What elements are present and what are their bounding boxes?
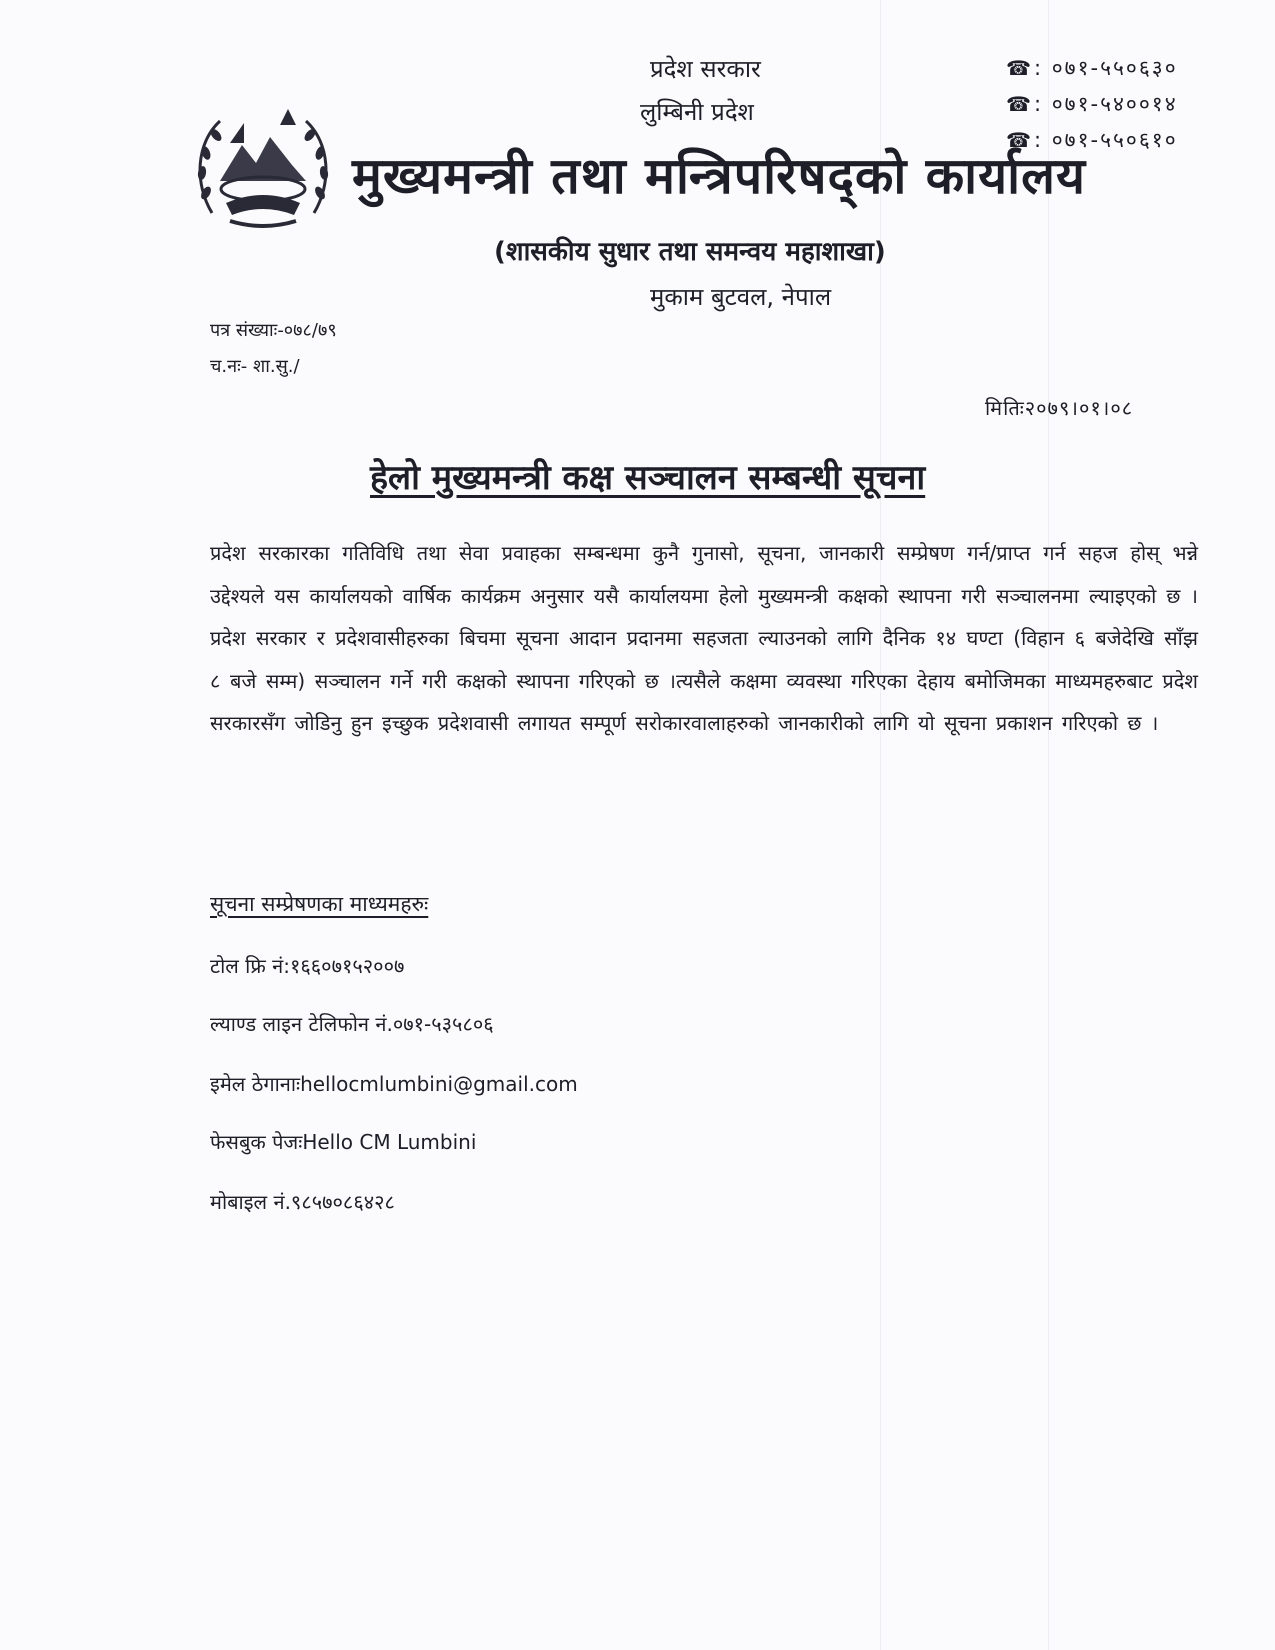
channels-heading: सूचना सम्प्रेषणका माध्यमहरुः xyxy=(210,892,429,916)
phone-number: : ०७१-५४००१४ xyxy=(1034,92,1178,116)
letter-number: पत्र संख्याः-०७८/७९ xyxy=(210,320,337,341)
phone-line xyxy=(1006,86,1178,122)
reference-block xyxy=(210,313,337,385)
division-label: (शासकीय सुधार तथा समन्वय महाशाखा) xyxy=(494,237,886,267)
phone-number: : ०७१-५५०६३० xyxy=(1034,56,1178,80)
channel-mobile: मोबाइल नं.९८५७०८६४२८ xyxy=(210,1190,395,1214)
letter-date: मितिः२०७९।०१।०८ xyxy=(985,396,1134,420)
notice-subject: हेलो मुख्यमन्त्री कक्ष सञ्चालन सम्बन्धी सूचना xyxy=(370,458,926,498)
channel-email: इमेल ठेगानाःhellocmlumbini@gmail.com xyxy=(210,1072,578,1096)
notice-body: प्रदेश सरकारका गतिविधि तथा सेवा प्रवाहका सम्बन्धमा कुनै गुनासो, सूचना, जानकारी सम्प्रेषण गर्न/प्राप्त गर्न सहज होस् भन्ने उद्देश्यले यस कार्यालयको वार्षिक कार्यक्रम अनुसार यसै कार्यालयमा हेलो मुख्यमन्त्री कक्षको स्थापना गरी सञ्चालनमा ल्याइएको छ ।प्रदेश सरकार र प्रदेशवासीहरुका बिचमा सूचना आदान प्रदानमा सहजता ल्याउनको लागि दैनिक १४ घण्टा (विहान ६ बजेदेखि साँझ ८ बजे सम्म) सञ्चालन गर्ने गरी कक्षको स्थापना गरिएको छ ।त्यसैले कक्षमा व्यवस्था गरिएका देहाय बमोजिमका माध्यमहरुबाट प्रदेश सरकारसँग जोडिनु हुन इच्छुक प्रदेशवासी लगायत सम्पूर्ण सरोकारवालाहरुको जानकारीको लागि यो सूचना प्रकाशन गरिएको छ । xyxy=(210,541,1198,735)
office-title: मुख्यमन्त्री तथा मन्त्रिपरिषद्को कार्यालय xyxy=(352,147,1086,205)
phone-number: : ०७१-५५०६१० xyxy=(1034,128,1178,152)
channel-facebook: फेसबुक पेजःHello CM Lumbini xyxy=(210,1130,477,1154)
province-label: लुम्बिनी प्रदेश xyxy=(640,98,754,126)
government-label: प्रदेश सरकार xyxy=(650,55,761,83)
phone-line xyxy=(1006,50,1178,86)
channel-toll-free: टोल फ्रि नं:१६६०७१५२००७ xyxy=(210,954,405,978)
scan-line xyxy=(1048,0,1049,1650)
telephone-icon: ☎ xyxy=(1006,128,1033,152)
location-label: मुकाम बुटवल, नेपाल xyxy=(650,283,832,311)
telephone-icon: ☎ xyxy=(1006,56,1033,80)
dispatch-number: च.नः- शा.सु./ xyxy=(210,356,300,377)
channel-landline: ल्याण्ड लाइन टेलिफोन नं.०७१-५३५८०६ xyxy=(210,1012,494,1036)
nepal-emblem-icon xyxy=(190,103,336,233)
telephone-icon: ☎ xyxy=(1006,92,1033,116)
